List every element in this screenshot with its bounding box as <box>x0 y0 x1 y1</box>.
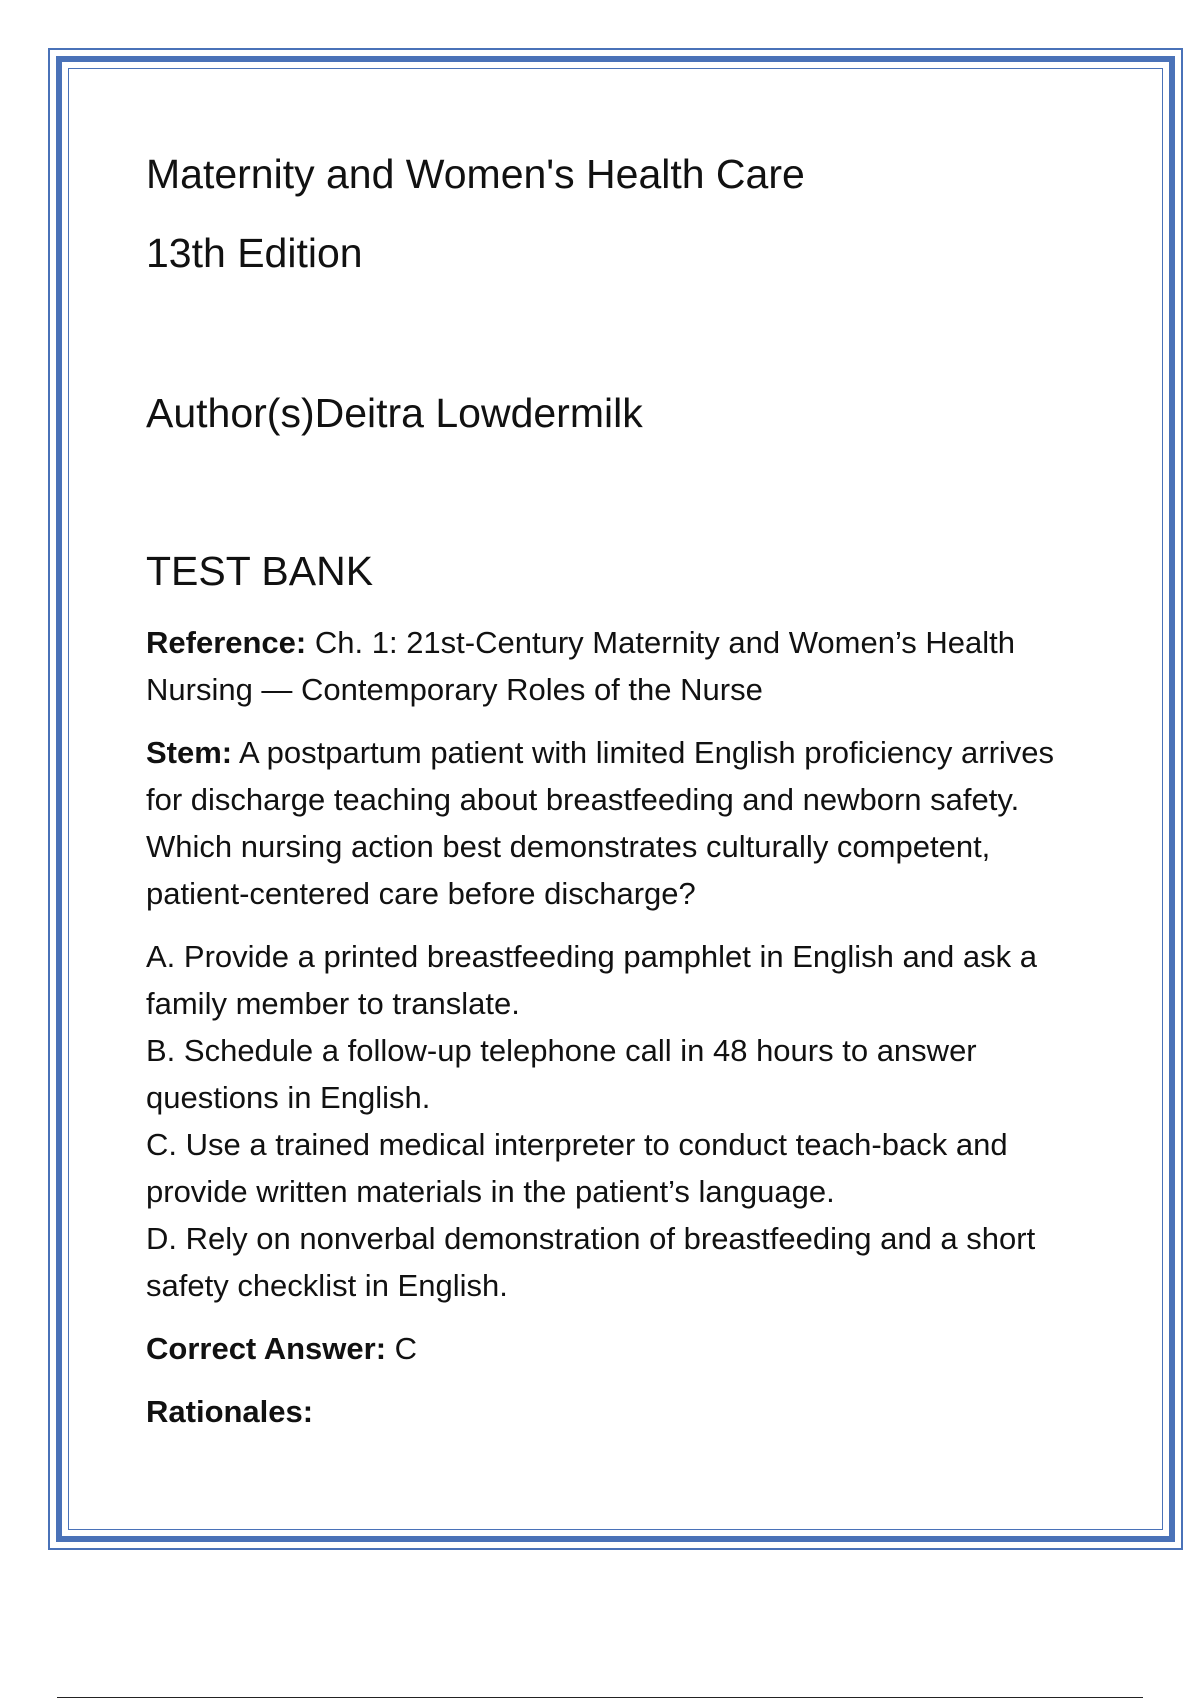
option-a: A. Provide a printed breastfeeding pamphlet in English and ask a family member to translate. <box>146 939 1037 1021</box>
option-d: D. Rely on nonverbal demonstration of breastfeeding and a short safety checklist in English. <box>146 1221 1036 1303</box>
answer-value: C <box>394 1331 418 1366</box>
correct-answer <box>146 1325 1096 1372</box>
reference-label: Reference: <box>146 625 307 660</box>
rationales-label: Rationales: <box>146 1394 314 1429</box>
stem-text: A postpartum patient with limited English proficiency arrives for discharge teaching about breastfeeding and newborn safety. Which nursing action best demonstrates culturally competent, patient-centered care before discharge? <box>146 735 1055 911</box>
section-title: TEST BANK <box>146 548 374 594</box>
reference <box>146 619 1096 713</box>
answer-label: Correct Answer: <box>146 1331 387 1366</box>
bottom-divider <box>57 1697 1143 1698</box>
document-content <box>146 148 1096 1435</box>
book-title: Maternity and Women's Health Care <box>146 151 805 197</box>
rationales <box>146 1388 1096 1435</box>
option-b: B. Schedule a follow-up telephone call in 48 hours to answer questions in English. <box>146 1033 977 1115</box>
book-author: Author(s)Deitra Lowdermilk <box>146 390 643 436</box>
reference-text: Ch. 1: 21st-Century Maternity and Women’s Health Nursing — Contemporary Roles of the Nurse <box>146 625 1015 707</box>
option-c: C. Use a trained medical interpreter to conduct teach-back and provide written materials in the patient’s language. <box>146 1127 1008 1209</box>
question-stem <box>146 729 1096 917</box>
stem-label: Stem: <box>146 735 233 770</box>
book-edition: 13th Edition <box>146 230 363 276</box>
answer-options <box>146 933 1096 1309</box>
